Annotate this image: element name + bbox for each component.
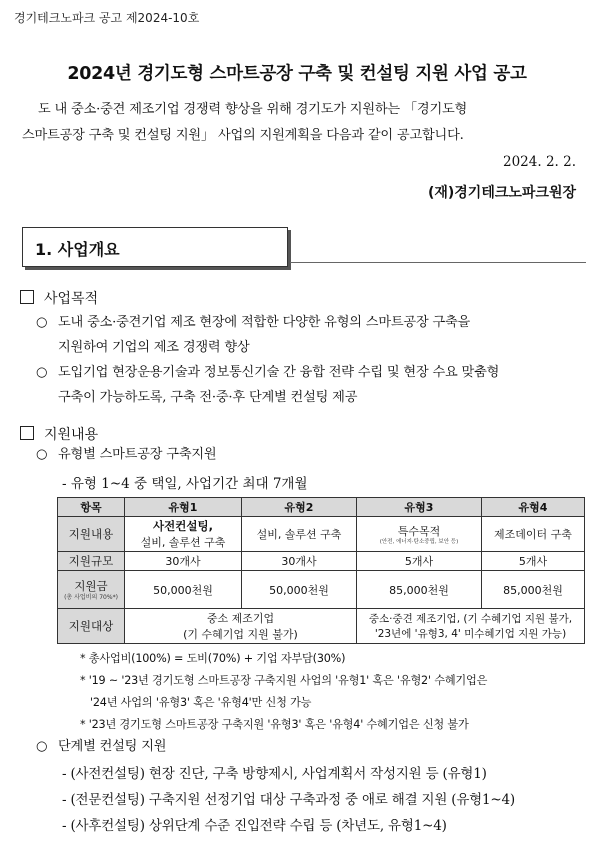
section-divider (290, 262, 586, 263)
table-header-cell: 유형1 (125, 498, 242, 517)
section-title: 1. 사업개요 (35, 240, 120, 259)
note-2: * '19 ~ '23년 경기도형 스마트공장 구축지원 사업의 '유형1' 혹은 '유형2' 수혜기업은 (80, 674, 488, 687)
table-cell: 50,000천원 (125, 571, 242, 609)
consulting-item: - (사전컨설팅) 현장 진단, 구축 방향제시, 사업계획서 작성지원 등 (유형1) (62, 766, 487, 782)
table-cell (357, 517, 482, 552)
table-cell (357, 609, 585, 644)
table-header-cell: 유형4 (482, 498, 585, 517)
table-cell: 85,000천원 (357, 571, 482, 609)
support-table (57, 497, 585, 644)
table-cell: 제조데이터 구축 (482, 517, 585, 552)
circle-bullet-icon: ○ (36, 739, 48, 754)
cell-line: 중소·중견 제조기업, (기 수혜기업 지원 불가, (368, 613, 573, 625)
table-row (58, 571, 585, 609)
table-cell: 5개사 (482, 552, 585, 571)
row-label: 지원대상 (58, 609, 125, 644)
support-bullet-1 (36, 442, 584, 467)
note-1: * 총사업비(100%) = 도비(70%) + 기업 자부담(30%) (80, 652, 346, 665)
notice-number: 경기테크노파크 공고 제2024-10호 (14, 11, 200, 25)
row-label-text: 지원금 (74, 579, 108, 593)
table-cell: 50,000천원 (242, 571, 357, 609)
consulting-item: - (전문컨설팅) 구축지원 선정기업 대상 구축과정 중 애로 해결 지원 (유형1~4) (62, 792, 515, 808)
table-cell (125, 609, 357, 644)
row-label (58, 571, 125, 609)
table-header-cell: 유형2 (242, 498, 357, 517)
purpose-bullet-2-line-2: 구축이 가능하도록, 구축 전·중·후 단계별 컨설팅 제공 (58, 390, 358, 405)
table-cell: 30개사 (125, 552, 242, 571)
square-bullet-icon (20, 290, 34, 304)
support-dash-1: - 유형 1~4 중 택일, 사업기간 최대 7개월 (62, 476, 308, 492)
purpose-heading (20, 288, 98, 308)
support-dash-1-text: 유형 1~4 중 택일, 사업기간 최대 7개월 (70, 476, 308, 492)
table-cell: 85,000천원 (482, 571, 585, 609)
circle-bullet-icon: ○ (36, 315, 48, 330)
table-row (58, 517, 585, 552)
notice-date: 2024. 2. 2. (503, 154, 576, 170)
cell-note: (안전, 에너지·탄소중립, 보안 등) (379, 538, 459, 545)
table-header-cell: 유형3 (357, 498, 482, 517)
cell-line: 설비, 솔루션 구축 (140, 536, 226, 549)
cell-line: 중소 제조기업 (206, 612, 275, 625)
row-label: 지원규모 (58, 552, 125, 571)
intro-paragraph (22, 97, 582, 149)
table-cell: 5개사 (357, 552, 482, 571)
cell-line: '23년에 '유형3, 4' 미수혜기업 지원 가능) (374, 628, 567, 640)
row-label: 지원내용 (58, 517, 125, 552)
section-heading-box (22, 227, 288, 267)
support-bullet-2-text: 단계별 컨설팅 지원 (58, 739, 167, 754)
page-title: 2024년 경기도형 스마트공장 구축 및 컨설팅 지원 사업 공고 (67, 64, 527, 84)
consulting-item-text: (전문컨설팅) 구축지원 선정기업 대상 구축과정 중 애로 해결 지원 (유형1~4) (70, 792, 515, 808)
circle-bullet-icon: ○ (36, 365, 48, 380)
square-bullet-icon (20, 426, 34, 440)
table-row (58, 552, 585, 571)
note-4: * '23년 경기도형 스마트공장 구축지원 '유형3' 혹은 '유형4' 수혜기업은 신청 불가 (80, 718, 469, 731)
purpose-bullet-1 (36, 310, 584, 360)
table-cell: 설비, 솔루션 구축 (242, 517, 357, 552)
table-row (58, 609, 585, 644)
cell-line: 특수목적 (397, 524, 441, 538)
purpose-bullet-2 (36, 360, 584, 410)
purpose-bullet-1-line-2: 지원하여 기업의 제조 경쟁력 향상 (58, 340, 250, 355)
issuer-name: (재)경기테크노파크원장 (427, 185, 576, 201)
circle-bullet-icon: ○ (36, 447, 48, 462)
support-heading (20, 424, 98, 444)
cell-line: 사전컨설팅, (153, 519, 213, 533)
consulting-item-text: (사후컨설팅) 상위단계 수준 진입전략 수립 등 (차년도, 유형1~4) (70, 818, 447, 834)
purpose-heading-text: 사업목적 (44, 291, 99, 307)
support-bullet-2 (36, 734, 584, 759)
row-label-note: (총 사업비의 70%*) (64, 594, 118, 601)
table-header-row (58, 498, 585, 517)
cell-line: (기 수혜기업 지원 불가) (183, 628, 298, 641)
support-bullet-1-text: 유형별 스마트공장 구축지원 (58, 447, 217, 462)
consulting-item: - (사후컨설팅) 상위단계 수준 진입전략 수립 등 (차년도, 유형1~4) (62, 818, 447, 834)
consulting-item-text: (사전컨설팅) 현장 진단, 구축 방향제시, 사업계획서 작성지원 등 (유형1) (70, 766, 487, 782)
table-cell: 30개사 (242, 552, 357, 571)
support-heading-text: 지원내용 (44, 427, 99, 443)
table-cell (125, 517, 242, 552)
intro-line-1: 도 내 중소·중견 제조기업 경쟁력 향상을 위해 경기도가 지원하는 「경기도형 (38, 102, 468, 117)
purpose-bullet-2-line-1: 도입기업 현장운용기술과 정보통신기술 간 융합 전략 수립 및 현장 수요 맞춤형 (58, 365, 500, 380)
purpose-bullet-1-line-1: 도내 중소·중견기업 제조 현장에 적합한 다양한 유형의 스마트공장 구축을 (58, 315, 471, 330)
intro-line-2: 스마트공장 구축 및 컨설팅 지원」 사업의 지원계획을 다음과 같이 공고합니다. (22, 128, 464, 143)
note-3: '24년 사업의 '유형3' 혹은 '유형4'만 신청 가능 (90, 696, 312, 709)
table-header-cell: 항목 (58, 498, 125, 517)
